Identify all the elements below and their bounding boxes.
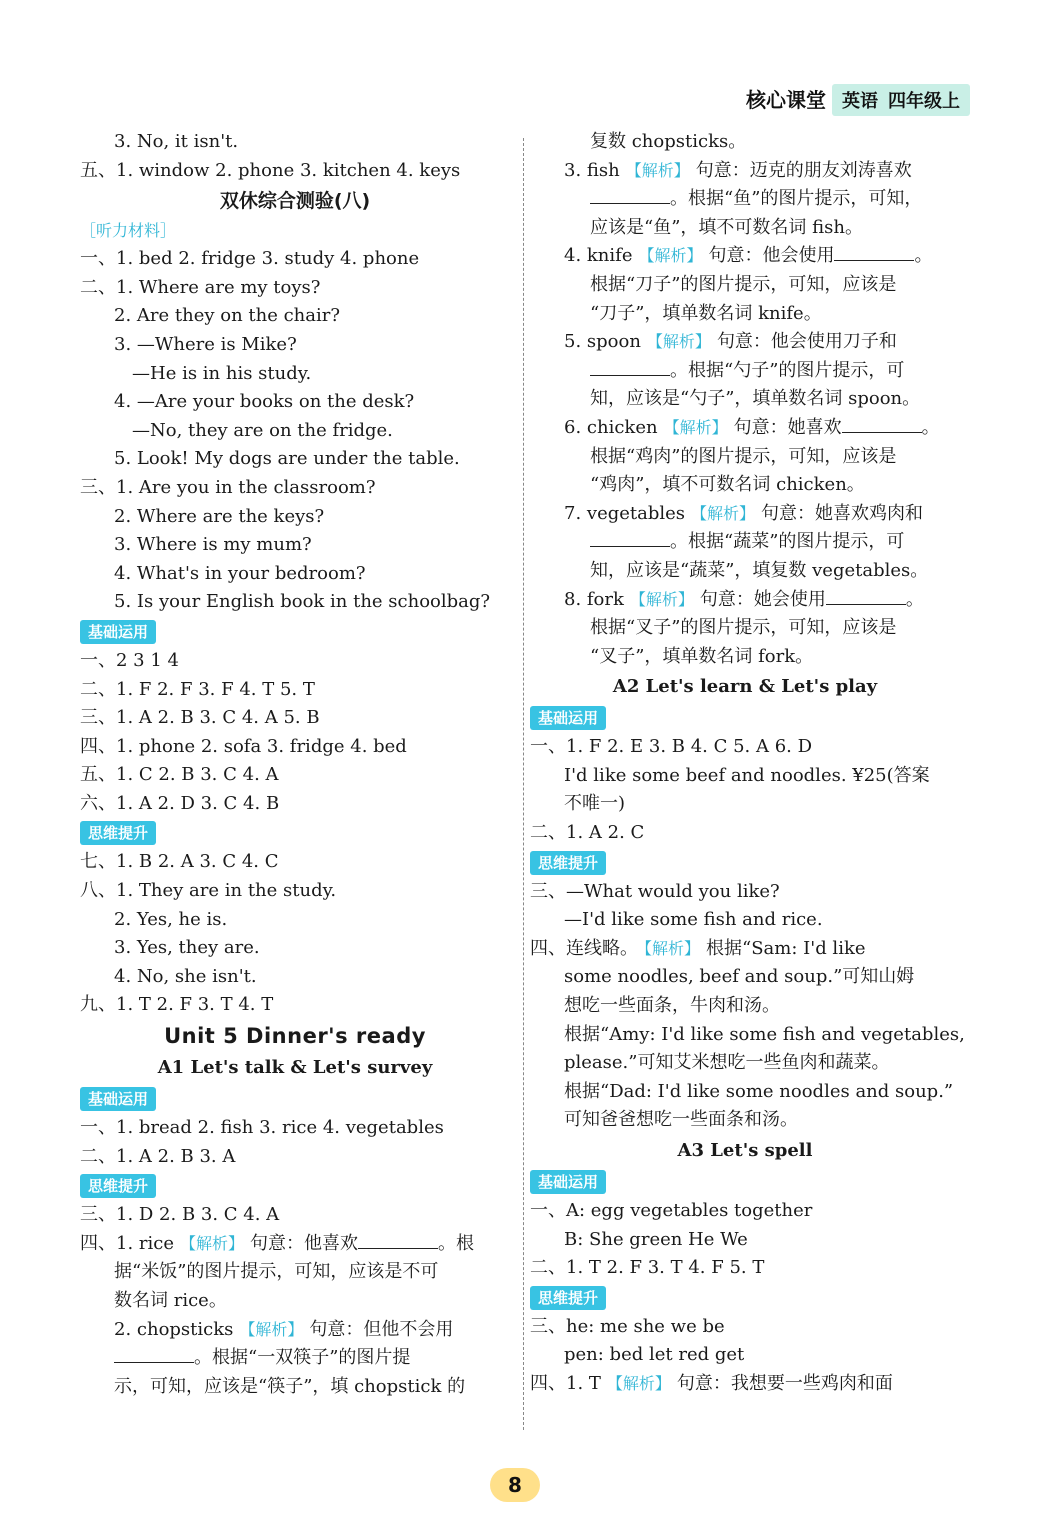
explanation-line: “叉子”，填单数名词 fork。 [590, 645, 814, 667]
explanation-line: 根据“Dad: I'd like some noodles and soup.” [564, 1080, 954, 1102]
answer-line: B: She green He We [564, 1228, 748, 1250]
answer-line: 三、—What would you like? [530, 880, 780, 902]
subject-label: 英语 [842, 91, 878, 112]
explanation-line: 4. knife 【解析】 句意：他会使用 。 [530, 242, 960, 271]
answer-line: 三、1. A 2. B 3. C 4. A 5. B [80, 707, 320, 729]
answer-blank [114, 1344, 194, 1363]
explanation-tag: 【解析】 [691, 503, 756, 523]
explanation-line: 。根据“蔬菜”的图片提示，可 [530, 528, 960, 557]
section-badge-basic: 基础运用 [530, 706, 606, 730]
answer-blank [590, 357, 670, 376]
page-number: 8 [490, 1468, 540, 1502]
test-title: 双休综合测验(八) [219, 190, 371, 213]
left-column [80, 128, 510, 1401]
explanation-line: 四、连线略。 【解析】 根据“Sam: I'd like [530, 937, 866, 959]
section-badge-basic: 基础运用 [530, 1170, 606, 1194]
answer-line: —He is in his study. [132, 362, 312, 384]
answer-line: 5. Look! My dogs are under the table. [114, 448, 460, 470]
answer-line: 一、1. bread 2. fish 3. rice 4. vegetables [80, 1117, 444, 1139]
section-badge-basic: 基础运用 [80, 620, 156, 644]
answer-line: 五、1. C 2. B 3. C 4. A [80, 764, 279, 786]
explanation-line: 可知爸爸想吃一些面条和汤。 [564, 1109, 798, 1131]
answer-line: 5. Is your English book in the schoolbag? [114, 591, 491, 613]
answer-line: 二、1. A 2. C [530, 822, 645, 844]
answer-line: 一、2 3 1 4 [80, 649, 179, 671]
answer-line: 二、1. F 2. F 3. F 4. T 5. T [80, 678, 315, 700]
answer-line: 3. Yes, they are. [114, 937, 260, 959]
explanation-line: 复数 chopsticks。 [590, 131, 747, 152]
explanation-line: 知，应该是“蔬菜”，填复数 vegetables。 [590, 559, 929, 581]
explanation-line: 根据“Amy: I'd like some fish and vegetables, [564, 1023, 965, 1045]
answer-line: 六、1. A 2. D 3. C 4. B [80, 792, 280, 814]
answer-line: 一、A: egg vegetables together [530, 1200, 813, 1221]
answer-blank [590, 185, 670, 204]
unit-title: Unit 5 Dinner's ready [164, 1024, 426, 1049]
explanation-tag: 【解析】 [644, 938, 701, 958]
answer-line: —No, they are on the fridge. [132, 419, 393, 441]
explanation-line: 根据“叉子”的图片提示，可知，应该是 [590, 617, 897, 639]
answer-line: I'd like some beef and noodles. ¥25(答案 [564, 764, 930, 786]
answer-line: 2. Are they on the chair? [114, 305, 341, 327]
explanation-line: 2. chopsticks 【解析】 句意：但他不会用 [114, 1318, 454, 1340]
explanation-line: 5. spoon 【解析】 句意：他会使用刀子和 [564, 331, 897, 353]
explanation-line: 。根据“勺子”的图片提示，可 [530, 357, 960, 386]
explanation-line: 应该是“鱼”，填不可数名词 fish。 [590, 216, 863, 238]
subject-grade-tag [832, 84, 970, 116]
answer-line: 4. What's in your bedroom? [114, 562, 366, 584]
section-badge-think: 思维提升 [530, 1286, 606, 1310]
explanation-line: 8. fork 【解析】 句意：她会使用 。 [530, 586, 960, 615]
answer-line: —I'd like some fish and rice. [564, 909, 823, 931]
section-badge-think: 思维提升 [80, 1174, 156, 1198]
answer-line: 3. Where is my mum? [114, 534, 312, 556]
answer-blank [590, 528, 670, 547]
explanation-line: 想吃一些面条，牛肉和汤。 [564, 995, 780, 1017]
explanation-line: 四、1. rice 【解析】 句意：他喜欢 。根 [80, 1230, 510, 1259]
lesson-title-a3: A3 Let's spell [677, 1140, 813, 1161]
explanation-line: 6. chicken 【解析】 句意：她喜欢 。 [530, 414, 960, 443]
grade-label: 四年级上 [888, 91, 960, 112]
answer-blank [826, 586, 906, 605]
answer-line: pen: bed let red get [564, 1344, 745, 1366]
answer-line: 一、1. bed 2. fridge 3. study 4. phone [80, 248, 420, 270]
explanation-line: 四、1. T 【解析】 句意：我想要一些鸡肉和面 [530, 1372, 893, 1394]
column-divider [523, 138, 524, 1430]
explanation-line: 数名词 rice。 [114, 1290, 227, 1311]
answer-line: 不唯一) [564, 793, 626, 815]
answer-line: 九、1. T 2. F 3. T 4. T [80, 994, 274, 1016]
explanation-line: “鸡肉”，填不可数名词 chicken。 [590, 474, 865, 496]
answer-line: 二、1. A 2. B 3. A [80, 1145, 236, 1167]
answer-line: 七、1. B 2. A 3. C 4. C [80, 851, 279, 873]
listening-material-label: ［听力材料］ [80, 221, 177, 241]
answer-line: 三、1. Are you in the classroom? [80, 476, 376, 498]
explanation-line: 。根据“一双筷子”的图片提 [80, 1344, 510, 1373]
explanation-line: 据“米饭”的图片提示，可知，应该是不可 [114, 1261, 439, 1283]
answer-line: 四、1. phone 2. sofa 3. fridge 4. bed [80, 735, 407, 757]
explanation-line: 根据“鸡肉”的图片提示，可知，应该是 [590, 445, 897, 467]
explanation-tag: 【解析】 [606, 1373, 671, 1393]
section-badge-think: 思维提升 [530, 851, 606, 875]
answer-line: 二、1. Where are my toys? [80, 276, 321, 298]
explanation-line: 3. fish 【解析】 句意：迈克的朋友刘涛喜欢 [564, 159, 912, 181]
lesson-title-a2: A2 Let's learn & Let's play [612, 676, 878, 698]
book-brand: 核心课堂 [746, 88, 826, 112]
explanation-line: please.”可知艾米想吃一些鱼肉和蔬菜。 [564, 1052, 890, 1074]
answer-line: 三、1. D 2. B 3. C 4. A [80, 1204, 280, 1226]
answer-line: 3. No, it isn't. [114, 131, 239, 152]
answer-blank [358, 1230, 438, 1249]
answer-line: 2. Yes, he is. [114, 908, 228, 930]
answer-line: 2. Where are the keys? [114, 505, 325, 527]
answer-line: 3. —Where is Mike? [114, 333, 297, 355]
explanation-tag: 【解析】 [638, 246, 703, 266]
explanation-tag: 【解析】 [629, 589, 694, 609]
explanation-tag: 【解析】 [625, 160, 690, 180]
section-badge-think: 思维提升 [80, 821, 156, 845]
explanation-line: 7. vegetables 【解析】 句意：她喜欢鸡肉和 [564, 502, 924, 524]
explanation-line: some noodles, beef and soup.”可知山姆 [564, 966, 915, 988]
explanation-tag: 【解析】 [239, 1319, 304, 1339]
explanation-tag: 【解析】 [646, 332, 711, 352]
explanation-tag: 【解析】 [180, 1233, 245, 1253]
lesson-title-a1: A1 Let's talk & Let's survey [157, 1057, 433, 1079]
explanation-line: “刀子”，填单数名词 knife。 [590, 302, 822, 324]
explanation-line: 根据“刀子”的图片提示，可知，应该是 [590, 273, 897, 295]
answer-line: 八、1. They are in the study. [80, 880, 337, 902]
answer-line: 五、1. window 2. phone 3. kitchen 4. keys [80, 159, 461, 181]
answer-line: 三、he: me she we be [530, 1315, 725, 1337]
explanation-line: 知，应该是“勺子”，填单数名词 spoon。 [590, 388, 921, 410]
answer-line: 4. No, she isn't. [114, 965, 257, 987]
answer-line: 二、1. T 2. F 3. T 4. F 5. T [530, 1257, 765, 1279]
explanation-tag: 【解析】 [663, 417, 728, 437]
explanation-line: 。根据“鱼”的图片提示，可知， [530, 185, 960, 214]
right-column [530, 128, 965, 1399]
section-badge-basic: 基础运用 [80, 1087, 156, 1111]
explanation-line: 示，可知，应该是“筷子”，填 chopstick 的 [114, 1375, 466, 1397]
answer-blank [834, 242, 914, 261]
answer-blank [842, 414, 922, 433]
page-header [740, 84, 970, 116]
answer-line: 4. —Are your books on the desk? [114, 391, 415, 413]
answer-line: 一、1. F 2. E 3. B 4. C 5. A 6. D [530, 736, 813, 758]
